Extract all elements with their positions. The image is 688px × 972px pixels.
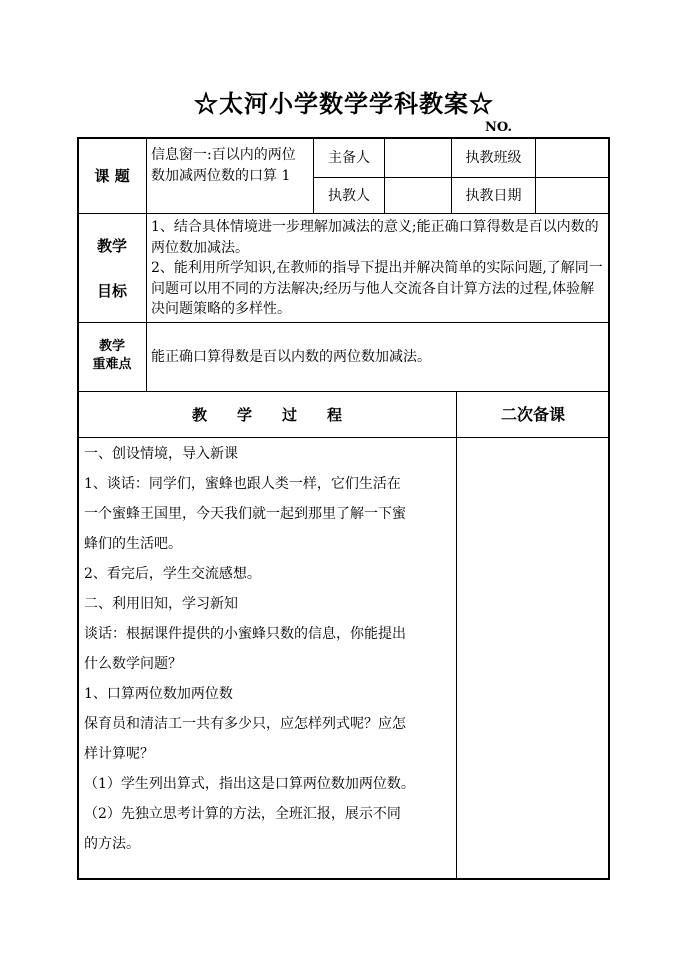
process-line: 蜂们的生活吧。 <box>84 536 182 552</box>
process-line: 2、看完后，学生交流感想。 <box>84 566 261 582</box>
secondary-prep-heading: 二次备课 <box>500 404 565 424</box>
row-divider <box>78 213 609 214</box>
process-line: 谈话：根据课件提供的小蜜蜂只数的信息，你能提出 <box>84 626 406 642</box>
key-points-label-line1: 教学 <box>98 339 125 354</box>
date-value <box>536 178 609 213</box>
document-title: ☆太河小学数学学科教案☆ <box>194 89 494 118</box>
process-line: 保育员和清洁工一共有多少只，应怎样列式呢？应怎 <box>84 716 406 732</box>
row-divider <box>78 437 609 438</box>
process-line: （2）先独立思考计算的方法，全班汇报，展示不同 <box>84 806 401 822</box>
class-label: 执教班级 <box>465 149 522 166</box>
goals-label-line2: 目标 <box>96 282 127 300</box>
row-divider <box>78 322 609 323</box>
lead-preparer-label: 主备人 <box>328 149 370 166</box>
secondary-column-divider <box>456 392 457 879</box>
process-line: 一个蜜蜂王国里，今天我们就一起到那里了解一下蜜 <box>84 506 406 522</box>
teacher-value <box>385 178 451 213</box>
class-value <box>536 138 609 177</box>
process-line: 的方法。 <box>84 836 140 852</box>
lead-preparer-value <box>385 138 451 177</box>
key-points-label-line2: 重难点 <box>92 357 132 372</box>
process-line: （1）学生列出算式，指出这是口算两位数加两位数。 <box>84 776 415 792</box>
document-number-label: NO. <box>485 120 512 135</box>
key-points-text: 能正确口算得数是百以内数的两位数加减法。 <box>151 349 431 365</box>
date-label: 执教日期 <box>465 187 522 204</box>
label-column-divider <box>146 138 147 392</box>
process-line: 样计算呢？ <box>84 746 154 762</box>
goals-list <box>151 217 605 320</box>
goal-item: 1、结合具体情境进一步理解加减法的意义;能正确口算得数是百以内数的两位数加减法。 <box>151 219 599 256</box>
process-line: 1、谈话：同学们，蜜蜂也跟人类一样，它们生活在 <box>84 476 401 492</box>
goals-label-line1: 教学 <box>96 237 127 255</box>
process-line: 1、口算两位数加两位数 <box>84 686 233 702</box>
process-line: 二、利用旧知，学习新知 <box>84 596 238 612</box>
process-line: 一、创设情境，导入新课 <box>84 446 238 462</box>
teacher-label: 执教人 <box>328 187 370 204</box>
topic-label: 课 题 <box>94 166 130 185</box>
process-line: 什么数学问题？ <box>84 656 182 672</box>
process-heading: 教 学 过 程 <box>191 405 342 424</box>
process-body <box>84 439 454 859</box>
goal-item: 2、能利用所学知识,在教师的指导下提出并解决简单的实际问题,了解同一问题可以用不同的方法解决;经历与他人交流各自计算方法的过程,体验解决问题策略的多样性。 <box>151 260 603 317</box>
topic-value: 信息窗一:百以内的两位数加减两位数的口算 1 <box>151 147 296 184</box>
